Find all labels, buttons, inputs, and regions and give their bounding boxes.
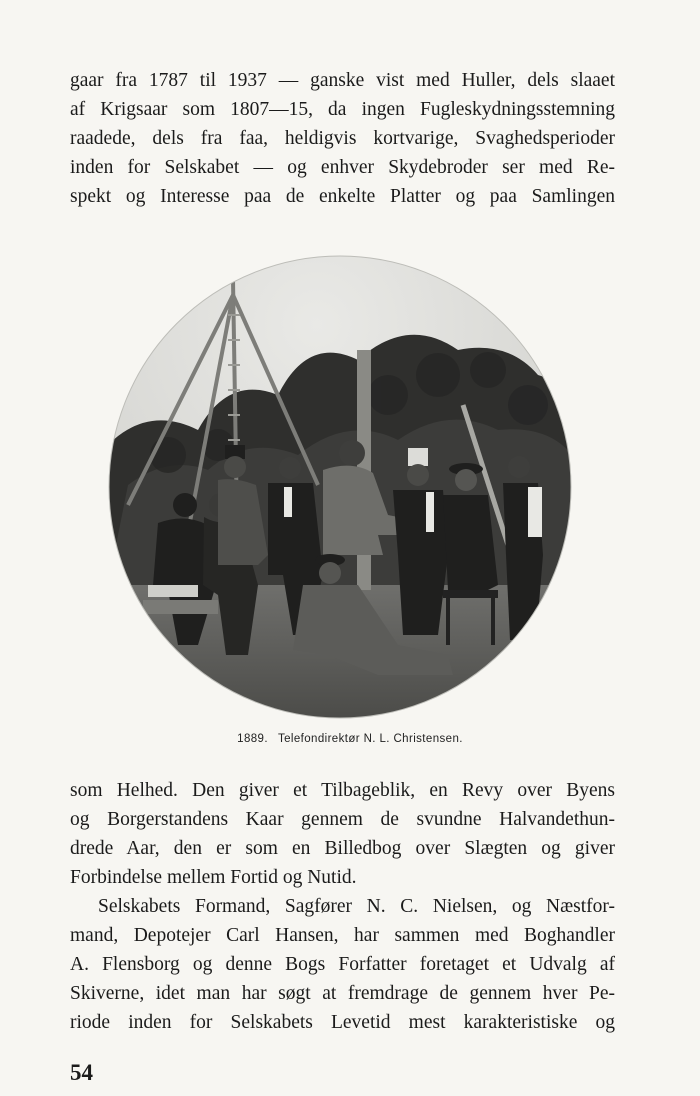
text-line: mand, Depotejer Carl Hansen, har sammen med Boghandler: [70, 925, 615, 946]
text-line: af Krigsaar som 1807—15, da ingen Fugleskydningsstemning: [70, 99, 615, 120]
caption-text: Telefondirektør N. L. Christensen.: [277, 733, 463, 745]
group-photo-illustration: [108, 255, 572, 719]
figure-caption: [0, 733, 700, 745]
text-line: Selskabets Formand, Sagfører N. C. Nielsen, og Næstfor-: [98, 896, 615, 917]
text-line: Forbindelse mellem Fortid og Nutid.: [70, 867, 357, 888]
text-line: riode inden for Selskabets Levetid mest karakteristiske og: [70, 1012, 615, 1033]
circular-photograph: [108, 255, 572, 719]
text-line: raadede, dels fra faa, heldigvis kortvarige, Svaghedsperioder: [70, 128, 615, 149]
text-line: drede Aar, den er som en Billedbog over Slægten og giver: [70, 838, 615, 859]
caption-year: 1889.: [237, 733, 268, 745]
text-line: gaar fra 1787 til 1937 — ganske vist med Huller, dels slaaet: [70, 70, 615, 91]
text-line: inden for Selskabet — og enhver Skydebroder ser med Re-: [70, 157, 615, 178]
text-line: spekt og Interesse paa de enkelte Platter og paa Samlingen: [70, 186, 615, 207]
bottom-paragraph: [70, 776, 615, 1037]
top-paragraph: [70, 66, 615, 211]
text-line: som Helhed. Den giver et Tilbageblik, en Revy over Byens: [70, 780, 615, 801]
text-line: Skiverne, idet man har søgt at fremdrage de gennem hver Pe-: [70, 983, 615, 1004]
text-line: A. Flensborg og denne Bogs Forfatter foretaget et Udvalg af: [70, 954, 615, 975]
text-line: og Borgerstandens Kaar gennem de svundne Halvandethun-: [70, 809, 615, 830]
page-number: 54: [70, 1060, 93, 1085]
